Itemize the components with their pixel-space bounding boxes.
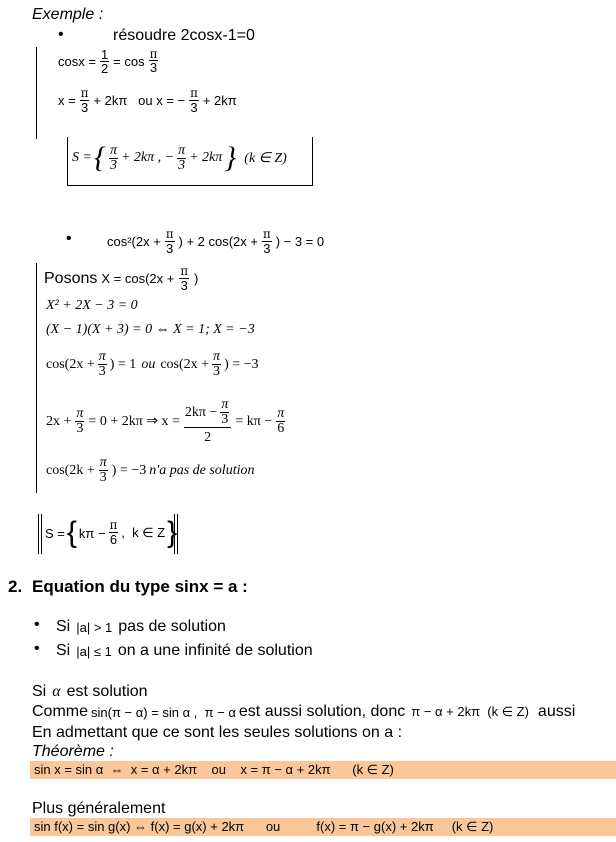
frac-num: π [99, 455, 107, 470]
frac-num: π [165, 227, 174, 241]
example2-solution [45, 518, 177, 548]
fraction [80, 88, 90, 114]
frac-den: 3 [76, 421, 84, 436]
para-text: est solution [66, 683, 148, 700]
eq-text: ou [141, 356, 156, 372]
para-text: Comme [32, 703, 89, 720]
solution-text: S = [45, 525, 65, 541]
fraction [212, 350, 221, 379]
fraction [220, 398, 229, 427]
eq-text: cos²(2x + [107, 234, 161, 250]
para-text: est aussi solution, donc [238, 703, 406, 720]
alpha-symbol: α [52, 683, 61, 700]
fraction [98, 350, 107, 379]
eq-text: x = [58, 93, 76, 109]
bullet-text: on a une infinité de solution [117, 642, 313, 659]
solution-text: + 2kπ , − [120, 150, 175, 165]
eq-text: ) + 2 cos(2x + [178, 234, 258, 250]
eq-text: = cos [113, 54, 145, 69]
frac-num: π [80, 86, 89, 100]
bullet-icon: • [34, 616, 40, 633]
bullet-item-1 [56, 618, 226, 636]
frac-num: π [149, 46, 158, 61]
fraction [75, 407, 84, 436]
bullet-item-2 [56, 642, 313, 660]
eq-text: cosx = [58, 54, 96, 69]
frac-num [184, 398, 231, 428]
solution-text: kπ − [78, 525, 106, 541]
bullet-text: Si [56, 618, 71, 635]
para-text: Si [32, 683, 47, 700]
brace: { [66, 516, 77, 549]
fraction [262, 229, 272, 255]
fraction [109, 144, 118, 173]
eq-text: X = cos(2x + [101, 271, 175, 287]
comme-line [32, 703, 575, 721]
admettant-line: En admettant que ce sont les seules solutions on a : [32, 724, 403, 741]
frac-den: 3 [109, 157, 117, 173]
frac-den: 3 [213, 364, 221, 379]
frac-den: 6 [109, 531, 118, 547]
example-label: Exemple : [32, 6, 104, 23]
example1-intro: résoudre 2cosx-1=0 [113, 27, 255, 44]
eq-text: = 0 + 2kπ ⇒ x = [88, 414, 180, 429]
frac-den: 3 [99, 470, 107, 485]
example1-line2 [58, 88, 237, 114]
example2-line3 [46, 350, 259, 379]
frac-den: 6 [277, 421, 285, 436]
frac-num: π [221, 397, 229, 412]
fraction [189, 88, 199, 114]
bullet-expr: |a| ≤ 1 [76, 643, 112, 659]
bullet-icon: • [58, 26, 64, 43]
eq-text: ) = −3 [111, 462, 147, 478]
frac-num: π [180, 264, 189, 278]
example1-line1 [58, 48, 159, 75]
frac-den: 3 [180, 277, 188, 293]
frac-den: 3 [263, 240, 271, 256]
frac-num: π [190, 86, 198, 100]
solution-text: , k ∈ Z [121, 525, 166, 540]
posons-label: Posons [44, 269, 98, 287]
frac-num: π [263, 227, 271, 241]
eq-text: n'a pas de solution [149, 462, 255, 478]
example2-line2: (X − 1)(X + 3) = 0 ⇔ X = 1; X = −3 [46, 322, 255, 337]
brace: } [167, 516, 178, 549]
eq-text: ) = 1 [109, 356, 137, 372]
bullet-text: Si [56, 642, 71, 659]
section2-title: Equation du type sinx = a : [32, 577, 248, 596]
brace: { [93, 141, 106, 174]
example2-line4 [46, 398, 286, 445]
fraction [276, 407, 285, 436]
fraction [184, 398, 231, 445]
frac-num: π [109, 142, 117, 158]
frac-num: π [109, 518, 118, 533]
bullet-icon: • [34, 640, 40, 657]
frac-num: π [178, 142, 186, 158]
fraction [149, 46, 159, 76]
brace: } [224, 141, 237, 174]
eq-text: + 2kπ [202, 93, 237, 109]
frac-den: 3 [221, 412, 229, 427]
si-alpha-line [32, 683, 148, 701]
frac-num: 1 [100, 47, 109, 62]
solution-text: + 2kπ [189, 150, 223, 165]
plus-general-label: Plus généralement [32, 800, 166, 817]
frac-den: 2 [100, 61, 109, 76]
example2-bar [36, 263, 37, 493]
solution-text: (k ∈ Z) [244, 150, 287, 166]
fraction [177, 144, 186, 173]
eq-text: cos(2x + [46, 356, 95, 372]
frac-den: 3 [149, 60, 158, 76]
frac-den: 3 [98, 364, 106, 379]
fraction [99, 456, 108, 485]
fraction [109, 520, 119, 546]
theoreme-label: Théorème : [32, 743, 114, 760]
fraction [100, 48, 109, 75]
solution-text: S = [72, 150, 92, 165]
eq-text: ) = −3 [224, 356, 259, 372]
frac-den: 3 [166, 240, 174, 256]
theorem-formula: sin x = sin α ⇔ x = α + 2kπ ou x = π − α + 2kπ (k ∈ Z) [34, 762, 394, 777]
bullet-icon: • [66, 230, 72, 247]
eq-text: = kπ − [235, 413, 273, 429]
frac-num: π [76, 406, 84, 421]
posons-line [44, 266, 198, 292]
frac-num: π [277, 406, 285, 421]
eq-text: + 2kπ ou x = − [93, 93, 186, 109]
frac-den: 3 [178, 157, 186, 173]
example2-line1: X² + 2X − 3 = 0 [46, 298, 138, 313]
frac-den: 3 [80, 99, 89, 115]
bullet-expr: |a| > 1 [76, 619, 113, 635]
eq-text: 2x + [46, 413, 72, 429]
eq-text: ) [194, 271, 199, 287]
bullet-text: pas de solution [118, 618, 226, 635]
example1-solution [72, 143, 287, 173]
section2-number: 2. [8, 577, 23, 596]
para-text: aussi [537, 703, 576, 720]
example1-bar [36, 47, 37, 139]
frac-num: π [213, 349, 221, 364]
frac-den: 2 [204, 430, 212, 445]
frac-num: π [98, 349, 106, 364]
example2-equation [107, 229, 324, 255]
eq-text: 2kπ − [184, 404, 218, 420]
fraction [179, 266, 189, 292]
eq-text: ) − 3 = 0 [275, 234, 325, 250]
eq-text: cos(2k + [46, 462, 95, 478]
fraction [165, 229, 175, 255]
para-expr: sin(π − α) = sin α , π − α [91, 704, 236, 720]
frac-den: 3 [190, 99, 198, 115]
para-expr: π − α + 2kπ (k ∈ Z) [411, 704, 529, 719]
general-formula: sin f(x) = sin g(x) ⇔ f(x) = g(x) + 2kπ ou f(x) = π − g(x) + 2kπ (k ∈ Z) [34, 819, 494, 834]
example2-line5 [46, 456, 254, 485]
eq-text: cos(2x + [160, 356, 210, 372]
